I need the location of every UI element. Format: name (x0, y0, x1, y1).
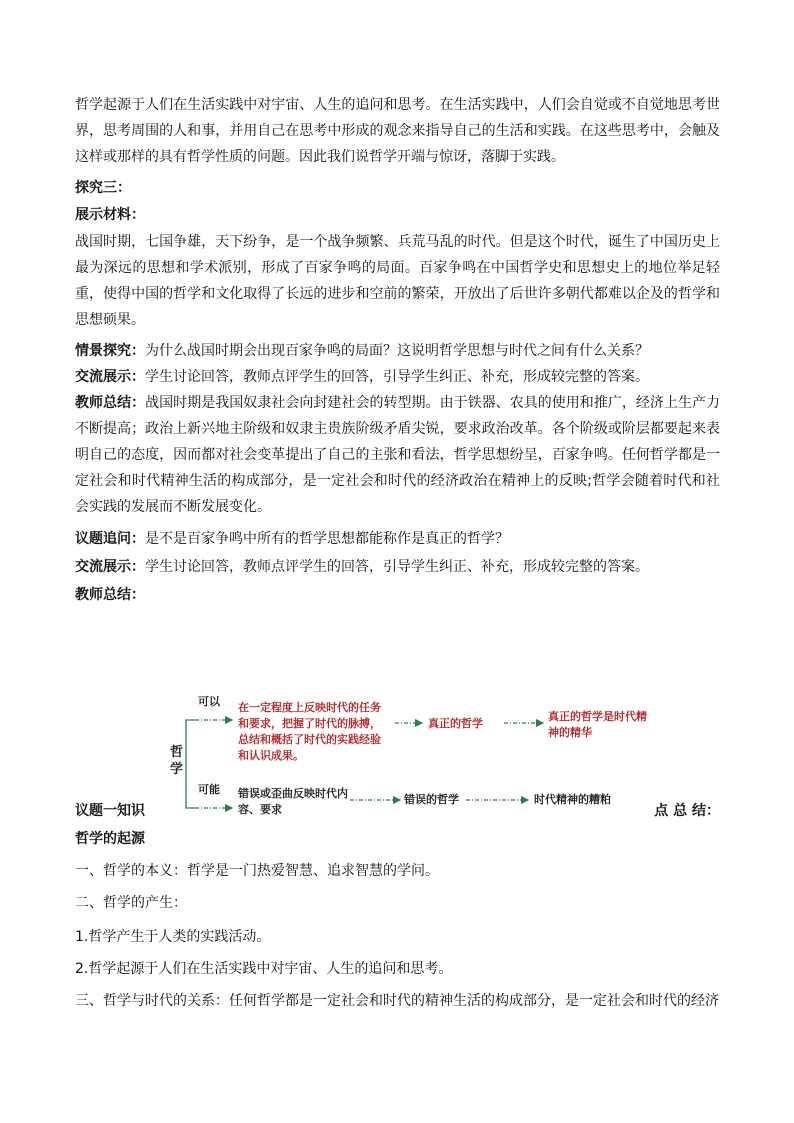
paragraph-question-2 (75, 526, 720, 552)
diagram-true-philosophy: 真正的哲学 (428, 717, 483, 730)
label-exchange-1: 交流展示： (75, 369, 145, 385)
text-exchange-2: 学生讨论回答，教师点评学生的回答，引导学生纠正、补充，形成较完整的答案。 (145, 559, 649, 575)
diagram-wrong-philosophy: 错误的哲学 (404, 793, 459, 806)
paragraph-teacher-summary-1 (75, 390, 720, 520)
item-meaning: 一、哲学的本义：哲学是一门热爱智慧、追求智慧的学问。 (75, 863, 439, 879)
heading-explore-3: 探究三： (75, 180, 131, 196)
knowledge-summary-row (75, 800, 720, 820)
label-teacher-summary-2: 教师总结： (75, 587, 145, 603)
summary-label-left: 议题一知识 (75, 803, 145, 819)
item-emergence: 二、哲学的产生： (75, 895, 187, 911)
item-times-relation: 三、哲学与时代的关系：任何哲学都是一定社会和时代的精神生活的构成部分，是一定社会和时代的经济 (75, 993, 719, 1009)
summary-label-right: 点 总 结： (654, 803, 720, 819)
item-emergence-2: 2.哲学起源于人们在生活实践中对宇宙、人生的追问和思考。 (75, 961, 453, 977)
diagram-bracket (186, 720, 195, 808)
paragraph-exchange-1 (75, 364, 720, 390)
text-question-1: 为什么战国时期会出现百家争鸣的局面？这说明哲学思想与时代之间有什么关系？ (145, 343, 649, 359)
label-question-1: 情景探究： (75, 343, 145, 359)
diagram-can-description: 在一定程度上反映时代的任务和要求，把握了时代的脉搏，总结和概括了时代的实践经验和认识成果。 (238, 701, 381, 762)
paragraph-exchange-2 (75, 554, 720, 580)
text-teacher-summary-1: 战国时期是我国奴隶社会向封建社会的转型期。由于铁器、农具的使用和推广，经济上生产力不断提高；政治上新兴地主阶级和奴隶主贵族阶级矛盾尖锐，要求政治改革。各个阶级或阶层都要起来表明自己的态度，因而都对社会变革提出了自己的主张和看法，哲学思想纷呈，百家争鸣。任何哲学都是一定社会和时代精神生活的构成部分，是一定社会和时代的经济政治在精神上的反映;哲学会随着时代和社会实践的发展而不断发展变化。 (75, 395, 721, 515)
paragraph-question-1 (75, 338, 720, 364)
diagram-wrong-result: 时代精神的糟粕 (534, 793, 611, 806)
section-title-origin: 哲学的起源 (75, 831, 145, 847)
label-teacher-summary-1: 教师总结： (75, 395, 146, 411)
diagram-branch-can: 可以 (198, 695, 220, 708)
diagram-true-result: 真正的哲学是时代精神的精华 (548, 710, 647, 739)
text-exchange-1: 学生讨论回答，教师点评学生的回答，引导学生纠正、补充，形成较完整的答案。 (145, 369, 649, 385)
diagram-may-description: 错误或歪曲反映时代内容、要求 (238, 787, 348, 816)
paragraph-origin: 哲学起源于人们在生活实践中对宇宙、人生的追问和思考。在生活实践中，人们会自觉或不自觉地思考世界，思考周围的人和事，并用自己在思考中形成的观念来指导自己的生活和实践。在这些思考中，会触及这样或那样的具有哲学性质的问题。因此我们说哲学开端与惊讶，落脚于实践。 (75, 97, 720, 165)
label-exchange-2: 交流展示： (75, 559, 145, 575)
diagram-branch-may: 可能 (198, 783, 220, 796)
item-emergence-1: 1.哲学产生于人类的实践活动。 (75, 929, 271, 945)
heading-material: 展示材料： (75, 207, 145, 223)
text-question-2: 是不是百家争鸣中所有的哲学思想都能称作是真正的哲学？ (145, 531, 509, 547)
diagram-root-philosophy: 哲学 (170, 745, 184, 777)
paragraph-material: 战国时期，七国争雄，天下纷争，是一个战争频繁、兵荒马乱的时代。但是这个时代，诞生了中国历史上最为深远的思想和学术派别，形成了百家争鸣的局面。百家争鸣在中国哲学史和思想史上的地位举足轻重，使得中国的哲学和文化取得了长远的进步和空前的繁荣，开放出了后世许多朝代都难以企及的哲学和思想硕果。 (75, 234, 720, 328)
label-question-2: 议题追问： (75, 531, 145, 547)
